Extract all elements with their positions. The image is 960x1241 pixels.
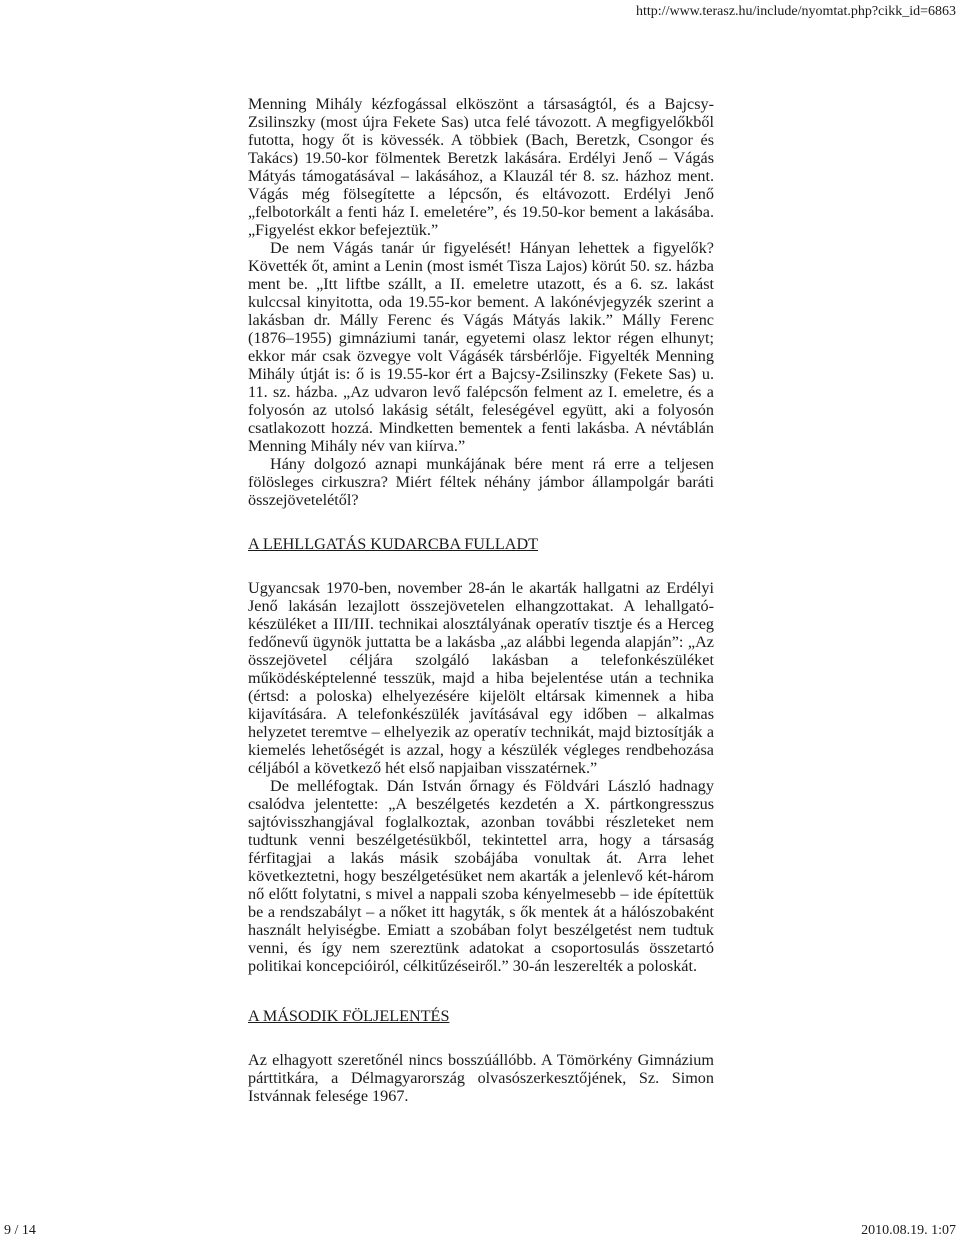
section-heading-2: A MÁSODIK FÖLJELENTÉS [248,1007,450,1025]
paragraph-4: Ugyancsak 1970-ben, november 28-án le akarták hallgatni az Erdélyi Jenő lakásán lezajlott összejövetelen elhangzottakat. A lehallgató-készüléket a III/III. technikai alosztályának operatív tisztje és a Herceg fedőnevű ügynök juttatta be a lakásba „az alábbi legenda alapján”: „Az összejövetel céljára szolgáló lakásban a telefonkészüléket működésképtelenné tesszük, majd a hiba bejelentése után a technika (értsd: a poloska) elhelyezésére kijelölt eltársak kimennek a hiba kijavítására. A telefonkészülék javításával egy időben – alkalmas helyzetet teremtve – elhelyezik az operatív technikát, majd biztosítják a kiemelés lehetőségét is azzal, hogy a készülék végleges rendbehozása céljából a következő hét első napjaiban visszatérnek.” [248,579,714,777]
article-body [248,95,714,1105]
print-datetime: 2010.08.19. 1:07 [861,1223,956,1238]
paragraph-2: De nem Vágás tanár úr figyelését! Hányan lehettek a figyelők? Követték őt, amint a Lenin (most ismét Tisza Lajos) körút 50. sz. házba ment be. „Itt liftbe szállt, a II. emeletre utazott, és a 6. sz. lakást kulccsal kinyitotta, oda 19.55-kor bement. A lakónévjegyzék szerint a lakásban dr. Málly Ferenc és Vágás Mátyás lakik.” Málly Ferenc (1876–1955) gimnáziumi tanár, egyetemi olasz lektor régen elhunyt; ekkor már csak özvegye volt Vágásék társbérlője. Figyelték Menning Mihály útját is: ő is 19.55-kor ért a Bajcsy-Zsilinszky (Fekete Sas) u. 11. sz. házba. „Az udvaron levő falépcsőn felment az I. emeletre, és a folyosón az utolsó lakásig sétált, feleségével együtt, aki a folyosón csatlakozott hozzá. Mindketten bementek a fenti lakásba. A névtáblán Menning Mihály név van kiírva.” [248,239,714,455]
paragraph-1: Menning Mihály kézfogással elköszönt a társaságtól, és a Bajcsy-Zsilinszky (most újra Fekete Sas) utca felé távozott. A megfigyelőkből futotta, hogy őt is kövessék. A többiek (Bach, Beretzk, Csongor és Takács) 19.50-kor fölmentek Beretzk lakására. Erdélyi Jenő – Vágás Mátyás támogatásával – lakásához, a Klauzál tér 8. sz. házhoz ment. Vágás még fölsegítette a lépcsőn, és eltávozott. Erdélyi Jenő „felbotorkált a fenti ház I. emeletére”, és 19.50-kor bement a lakásába. „Figyelést ekkor befejeztük.” [248,95,714,239]
paragraph-6: Az elhagyott szeretőnél nincs bosszúállóbb. A Tömörkény Gimnázium párttitkára, a Délmagyarország olvasószerkesztőjének, Sz. Simon Istvánnak felesége 1967. [248,1051,714,1105]
page-number: 9 / 14 [4,1223,36,1238]
section-heading-1: A LEHLLGATÁS KUDARCBA FULLADT [248,535,539,553]
page-url: http://www.terasz.hu/include/nyomtat.php?cikk_id=6863 [636,4,956,19]
paragraph-5: De melléfogtak. Dán István őrnagy és Földvári László hadnagy csalódva jelentette: „A beszélgetés kezdetén a X. pártkongresszus sajtóvisszhangjával foglalkoztak, azonban további részleteket nem tudtunk venni beszélgetésükből, tekintettel arra, hogy a társaság férfitagjai a lakás másik szobájába vonultak át. Arra lehet következtetni, hogy beszélgetésüket nem akarták a jelenlevő két-három nő előtt folytatni, s mivel a nappali szoba kényelmesebb – ide építettük be a rendszabályt – a nőket itt hagyták, s ők mentek át a hálószobaként használt helyiségbe. Emiatt a szobában folyt beszélgetést nem tudtuk venni, és így nem szereztünk adatokat a csoportosulás összetartó politikai koncepcióiról, célkitűzéseiről.” 30-án leszerelték a poloskát. [248,777,714,975]
paragraph-3: Hány dolgozó aznapi munkájának bére ment rá erre a teljesen fölösleges cirkuszra? Miért féltek néhány jámbor állampolgár baráti összejövetelétől? [248,455,714,509]
